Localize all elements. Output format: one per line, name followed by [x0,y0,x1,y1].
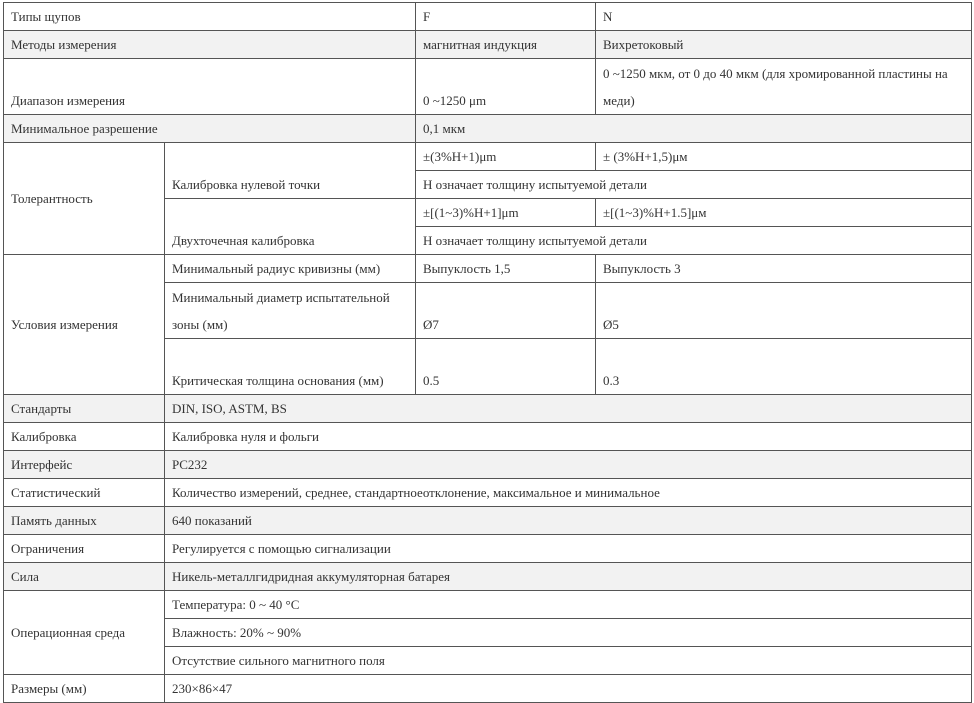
thickness-n: 0.3 [596,339,972,395]
radius-label: Минимальный радиус кривизны (мм) [165,255,416,283]
range-n: 0 ~1250 мкм, от 0 до 40 мкм (для хромированной пластины на меди) [596,59,972,115]
standards-value: DIN, ISO, ASTM, BS [165,395,972,423]
row-resolution [4,115,972,143]
environment-humidity: Влажность: 20% ~ 90% [165,619,972,647]
diameter-n: Ø5 [596,283,972,339]
limits-value: Регулируется с помощью сигнализации [165,535,972,563]
thickness-label: Критическая толщина основания (мм) [165,339,416,395]
two-point-calibration-label: Двухточечная калибровка [165,199,416,255]
methods-label: Методы измерения [4,31,416,59]
dimensions-label: Размеры (мм) [4,675,165,703]
two-point-calibration-f: ±[(1~3)%H+1]μm [416,199,596,227]
memory-label: Память данных [4,507,165,535]
limits-label: Ограничения [4,535,165,563]
memory-value: 640 показаний [165,507,972,535]
interface-label: Интерфейс [4,451,165,479]
standards-label: Стандарты [4,395,165,423]
row-limits [4,535,972,563]
row-interface [4,451,972,479]
range-label: Диапазон измерения [4,59,416,115]
interface-value: PC232 [165,451,972,479]
radius-n: Выпуклость 3 [596,255,972,283]
probe-type-n: N [596,3,972,31]
row-power [4,563,972,591]
range-f: 0 ~1250 μm [416,59,596,115]
row-calibration [4,423,972,451]
row-conditions-radius [4,255,972,283]
statistics-value: Количество измерений, среднее, стандартноеотклонение, максимальное и минимальное [165,479,972,507]
two-point-calibration-n: ±[(1~3)%H+1.5]μм [596,199,972,227]
methods-n: Вихретоковый [596,31,972,59]
row-statistics [4,479,972,507]
specifications-table [3,2,972,703]
methods-f: магнитная индукция [416,31,596,59]
radius-f: Выпуклость 1,5 [416,255,596,283]
zero-calibration-label: Калибровка нулевой точки [165,143,416,199]
row-standards [4,395,972,423]
environment-temperature: Температура: 0 ~ 40 °C [165,591,972,619]
resolution-value: 0,1 мкм [416,115,972,143]
resolution-label: Минимальное разрешение [4,115,416,143]
dimensions-value: 230×86×47 [165,675,972,703]
statistics-label: Статистический [4,479,165,507]
tolerance-label: Толерантность [4,143,165,255]
power-label: Сила [4,563,165,591]
probe-types-label: Типы щупов [4,3,416,31]
zero-calibration-n: ± (3%H+1,5)μм [596,143,972,171]
probe-type-f: F [416,3,596,31]
environment-label: Операционная среда [4,591,165,675]
two-point-calibration-note: H означает толщину испытуемой детали [416,227,972,255]
calibration-value: Калибровка нуля и фольги [165,423,972,451]
power-value: Никель-металлгидридная аккумуляторная батарея [165,563,972,591]
row-range [4,59,972,115]
row-probe-types [4,3,972,31]
row-tolerance-zero-values [4,143,972,171]
diameter-f: Ø7 [416,283,596,339]
row-environment-temperature [4,591,972,619]
zero-calibration-f: ±(3%H+1)μm [416,143,596,171]
thickness-f: 0.5 [416,339,596,395]
zero-calibration-note: H означает толщину испытуемой детали [416,171,972,199]
row-methods [4,31,972,59]
row-memory [4,507,972,535]
environment-magnetic: Отсутствие сильного магнитного поля [165,647,972,675]
row-dimensions [4,675,972,703]
calibration-label: Калибровка [4,423,165,451]
diameter-label: Минимальный диаметр испытательной зоны (мм) [165,283,416,339]
conditions-label: Условия измерения [4,255,165,395]
